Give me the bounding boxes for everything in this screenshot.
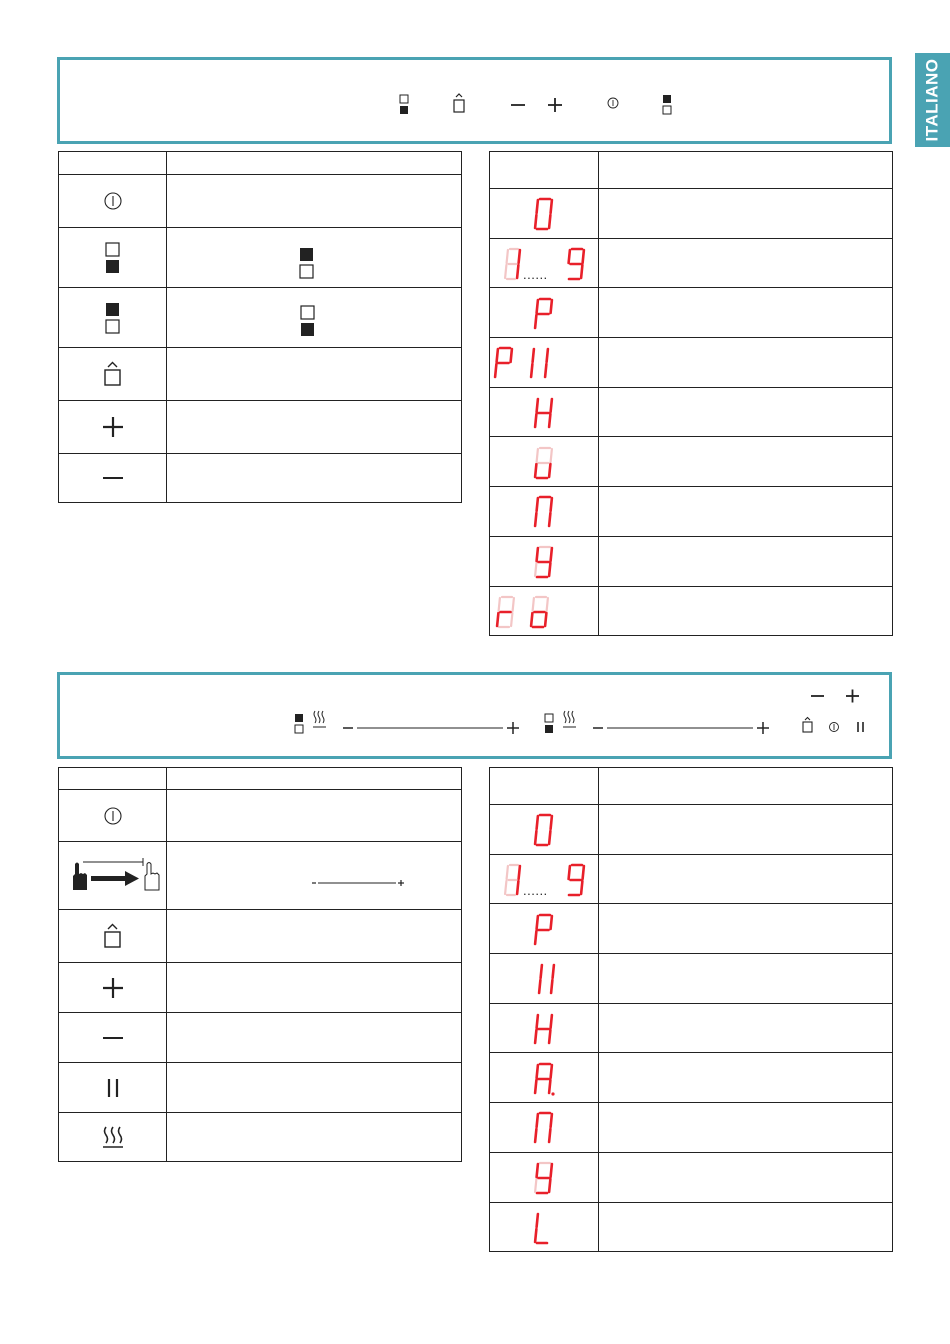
swipe-hand-icon <box>63 856 163 896</box>
top-panel-icons <box>397 93 687 117</box>
table-header-row <box>59 768 462 790</box>
table-row <box>490 1053 893 1103</box>
lock-icon <box>102 923 124 949</box>
table-row <box>490 1003 893 1053</box>
power-icon <box>101 189 125 213</box>
slider-bar-icon <box>310 878 405 888</box>
table-row <box>59 175 462 228</box>
table-row <box>59 910 462 963</box>
bottom-panel-icons <box>285 685 885 745</box>
display-symbol <box>490 536 599 586</box>
table-row <box>490 904 893 954</box>
table-row <box>59 288 462 348</box>
display-symbol <box>490 1003 599 1053</box>
table-row <box>490 238 893 288</box>
table-row <box>490 954 893 1004</box>
table-row <box>490 805 893 855</box>
power-icon <box>830 723 839 732</box>
minus-icon <box>101 1026 125 1050</box>
slider-bar <box>593 722 769 734</box>
table-row <box>59 842 462 910</box>
table-row <box>490 338 893 388</box>
lock-icon <box>102 361 124 387</box>
zone-top-icon <box>298 304 318 338</box>
zone-bottom-icon <box>103 301 123 335</box>
top-symbols-table <box>58 151 462 503</box>
table-row <box>59 790 462 842</box>
table-row <box>59 348 462 401</box>
table-row <box>490 1152 893 1202</box>
display-symbol <box>490 854 599 904</box>
zone-select-bottom-icon <box>663 95 671 114</box>
slider-bar <box>343 722 519 734</box>
table-header-row <box>490 152 893 189</box>
bottom-symbols-table <box>58 767 462 1162</box>
table-row <box>59 454 462 503</box>
power-icon <box>608 98 618 108</box>
table-row <box>490 586 893 636</box>
bottom-display-table <box>489 767 893 1252</box>
display-symbol <box>490 954 599 1004</box>
table-row <box>490 189 893 239</box>
table-row <box>490 854 893 904</box>
table-row <box>490 288 893 338</box>
display-symbol <box>490 805 599 855</box>
table-row <box>59 963 462 1013</box>
zone-select-top-icon <box>295 714 303 733</box>
zone-bottom-icon <box>297 246 317 280</box>
display-symbol <box>490 904 599 954</box>
display-symbol <box>490 1103 599 1153</box>
table-row <box>490 1103 893 1153</box>
warm-icon <box>313 711 326 727</box>
plus-icon <box>548 98 562 112</box>
warm-icon <box>101 1124 125 1150</box>
lock-icon <box>803 718 812 733</box>
minus-icon <box>101 466 125 490</box>
plus-icon <box>101 415 125 439</box>
pause-icon <box>101 1076 125 1100</box>
power-icon <box>101 804 125 828</box>
zone-top-icon <box>103 241 123 275</box>
display-symbol <box>490 1152 599 1202</box>
table-row <box>490 387 893 437</box>
svg-text:......: ...... <box>523 883 548 899</box>
display-symbol <box>490 487 599 537</box>
display-symbol <box>490 238 599 288</box>
table-header-row <box>59 152 462 175</box>
zone-select-top-icon <box>400 95 408 114</box>
lock-icon <box>454 94 464 112</box>
top-display-table <box>489 151 893 636</box>
plus-icon <box>101 976 125 1000</box>
table-row <box>59 228 462 288</box>
table-row <box>59 1063 462 1113</box>
table-row <box>490 487 893 537</box>
table-row <box>59 1113 462 1162</box>
pause-icon <box>858 722 863 732</box>
display-symbol <box>490 288 599 338</box>
display-symbol <box>490 338 599 388</box>
language-tab[interactable] <box>915 53 950 147</box>
display-symbol <box>490 586 599 636</box>
plus-icon <box>846 690 859 703</box>
table-row <box>59 401 462 454</box>
table-row <box>490 437 893 487</box>
language-tab-label: ITALIANO <box>922 58 942 142</box>
display-symbol <box>490 437 599 487</box>
warm-icon <box>563 711 576 727</box>
table-row <box>490 536 893 586</box>
zone-select-bottom-icon <box>545 714 553 733</box>
table-row <box>490 1202 893 1252</box>
svg-text:......: ...... <box>523 267 548 283</box>
display-symbol <box>490 1053 599 1103</box>
display-symbol <box>490 387 599 437</box>
bottom-control-panel <box>57 672 892 759</box>
table-row <box>59 1013 462 1063</box>
display-symbol <box>490 189 599 239</box>
display-symbol <box>490 1202 599 1252</box>
top-control-panel <box>57 57 892 144</box>
table-header-row <box>490 768 893 805</box>
